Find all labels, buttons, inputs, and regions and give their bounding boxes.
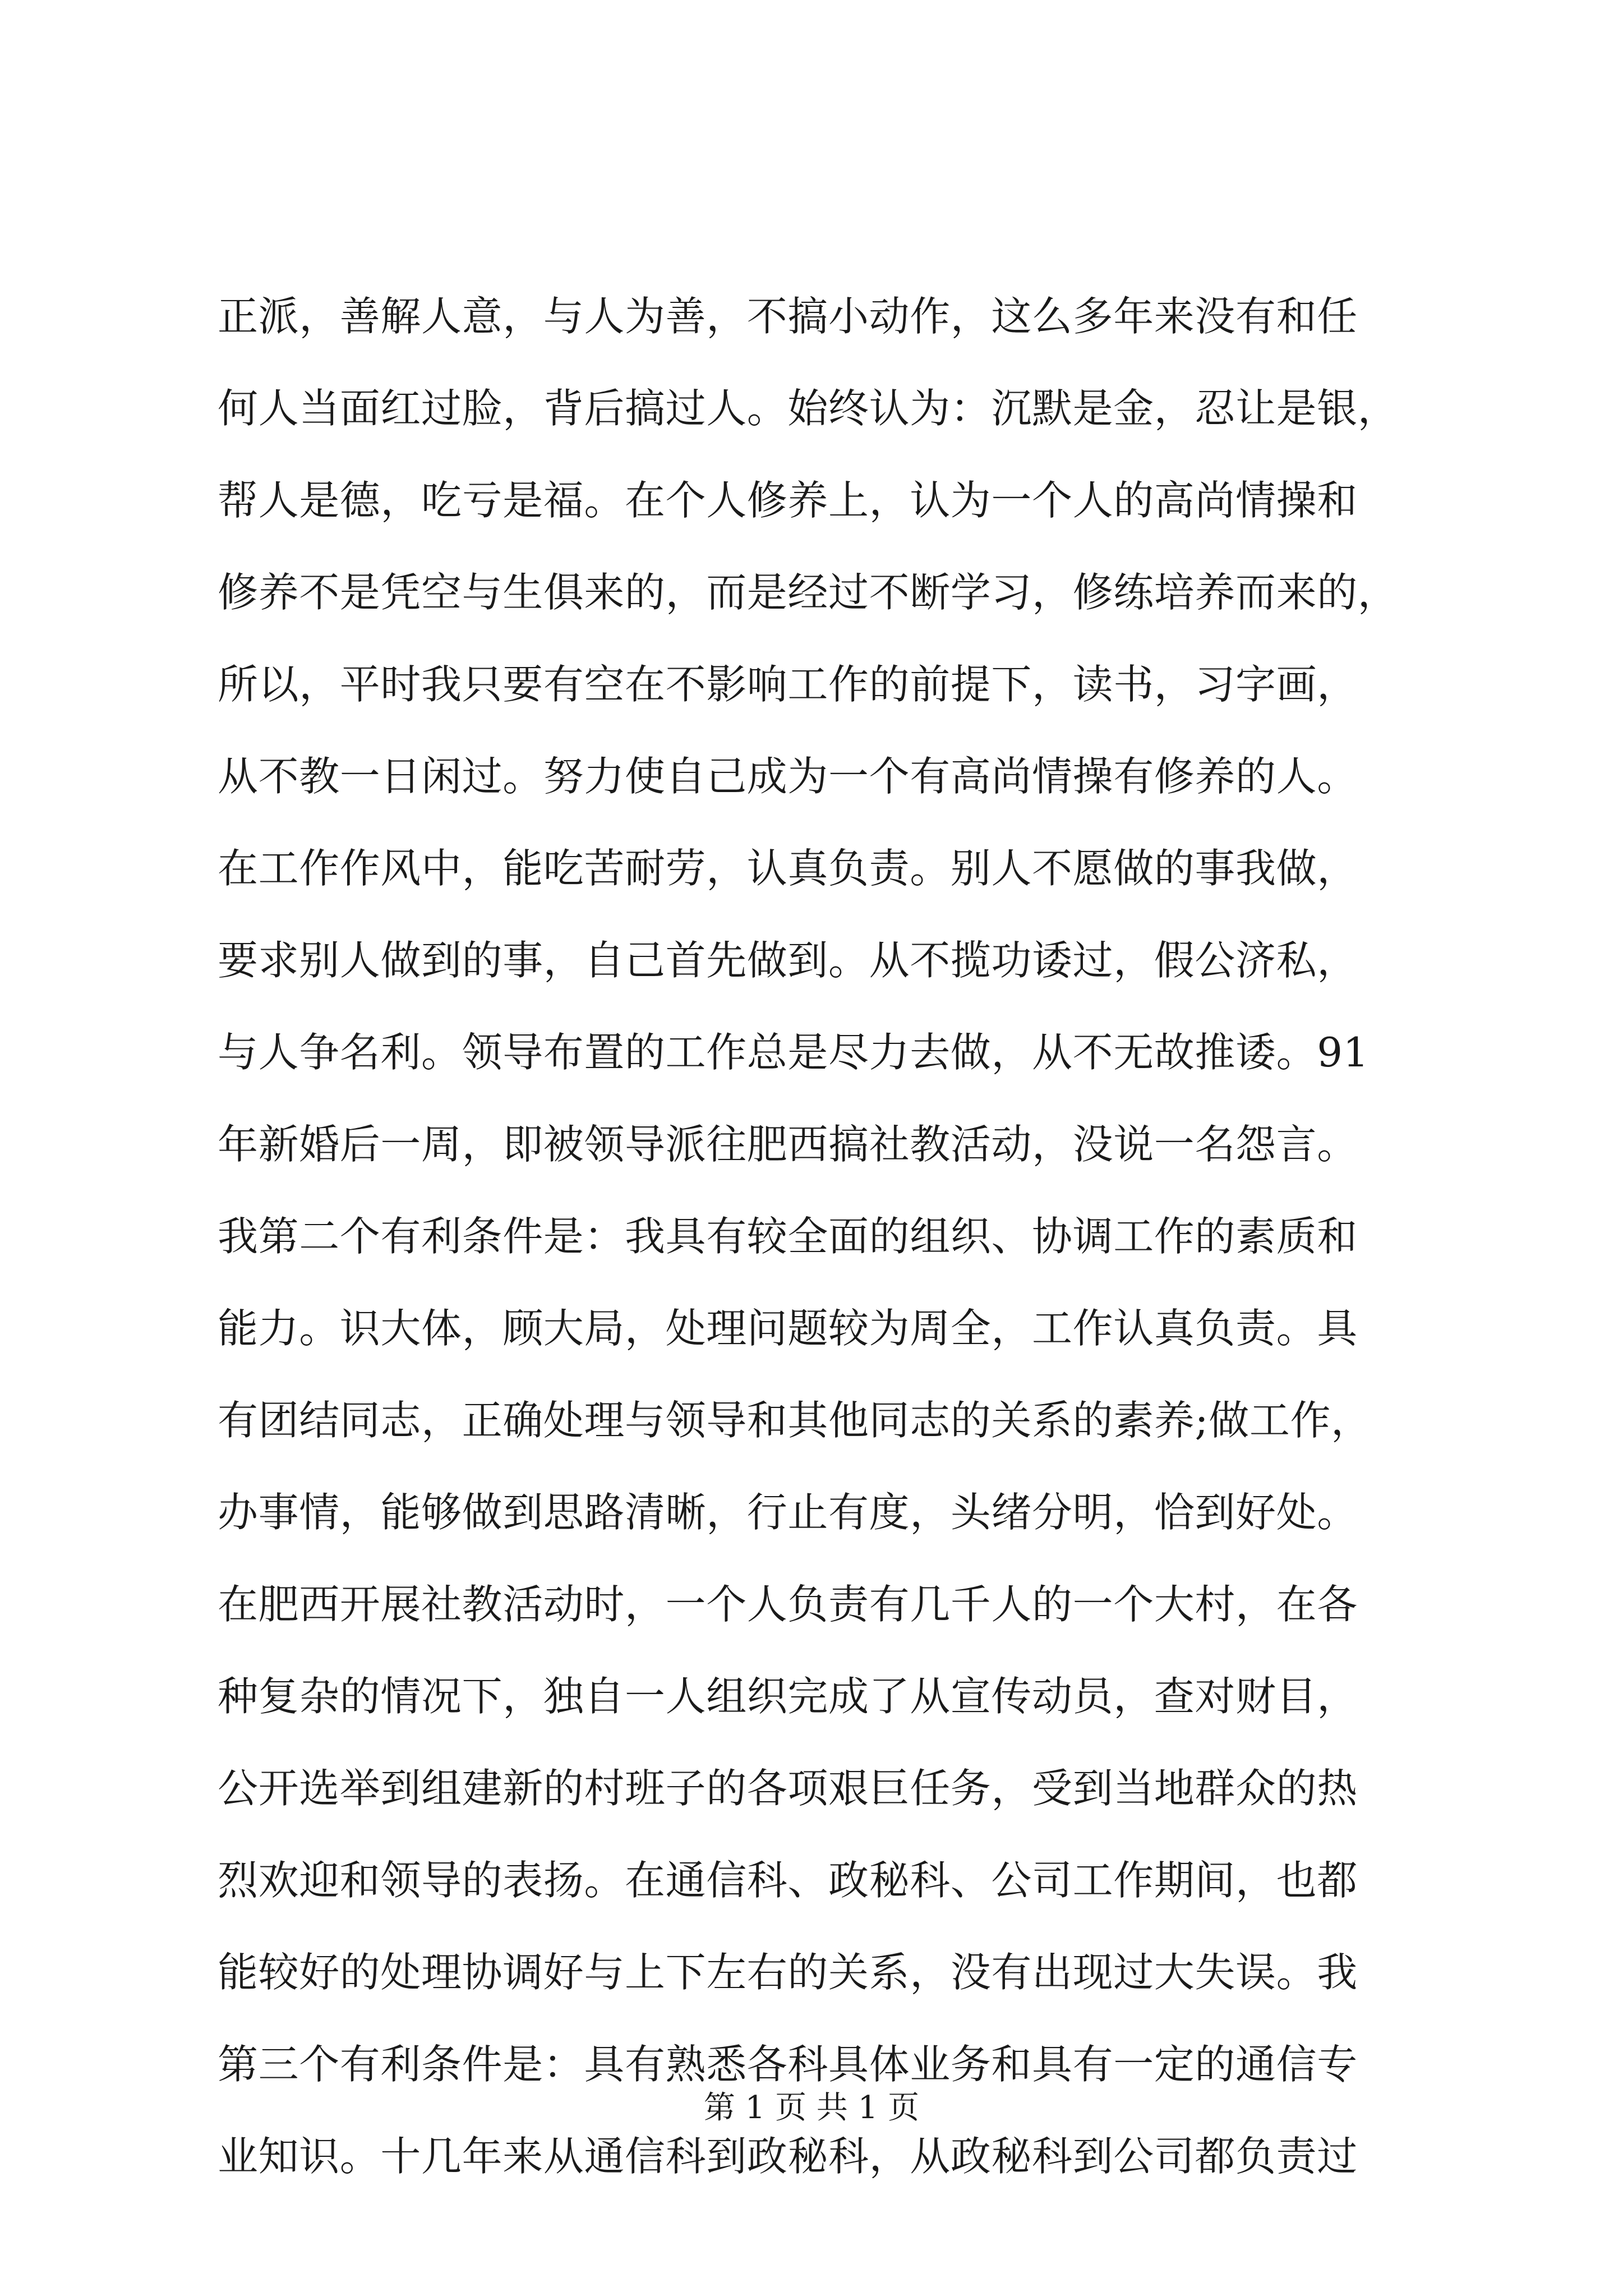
text-line: 正派，善解人意，与人为善，不搞小动作，这么多年来没有和任 bbox=[218, 293, 1358, 340]
text-line: 能较好的处理协调好与上下左右的关系，没有出现过大失误。我 bbox=[218, 1949, 1358, 1996]
text-line: 办事情，能够做到思路清晰，行止有度，头绪分明，恰到好处。 bbox=[218, 1489, 1358, 1536]
text-line: 业知识。十几年来从通信科到政秘科，从政秘科到公司都负责过 bbox=[218, 2133, 1358, 2180]
text-line: 能力。识大体，顾大局，处理问题较为周全，工作认真负责。具 bbox=[218, 1305, 1358, 1352]
text-line: 与人争名利。领导布置的工作总是尽力去做，从不无故推诿。91 bbox=[218, 1029, 1370, 1076]
text-line: 何人当面红过脸，背后搞过人。始终认为：沉默是金，忍让是银， bbox=[218, 385, 1399, 432]
page-footer: 第 1 页 共 1 页 bbox=[703, 2090, 920, 2126]
text-line: 烈欢迎和领导的表扬。在通信科、政秘科、公司工作期间，也都 bbox=[218, 1857, 1358, 1904]
text-line: 在工作作风中，能吃苦耐劳，认真负责。别人不愿做的事我做， bbox=[218, 845, 1358, 892]
text-line: 要求别人做到的事，自己首先做到。从不揽功诿过，假公济私， bbox=[218, 937, 1358, 984]
text-line: 修养不是凭空与生俱来的，而是经过不断学习，修练培养而来的， bbox=[218, 569, 1399, 616]
text-line: 所以，平时我只要有空在不影响工作的前提下，读书，习字画， bbox=[218, 661, 1358, 708]
text-line: 我第二个有利条件是：我具有较全面的组织、协调工作的素质和 bbox=[218, 1213, 1358, 1260]
text-line: 公开选举到组建新的村班子的各项艰巨任务，受到当地群众的热 bbox=[218, 1765, 1358, 1812]
text-line: 帮人是德，吃亏是福。在个人修养上，认为一个人的高尚情操和 bbox=[218, 477, 1358, 524]
text-line: 第三个有利条件是：具有熟悉各科具体业务和具有一定的通信专 bbox=[218, 2041, 1358, 2088]
text-line: 种复杂的情况下，独自一人组织完成了从宣传动员，查对财目， bbox=[218, 1673, 1358, 1720]
text-line: 年新婚后一周，即被领导派往肥西搞社教活动，没说一名怨言。 bbox=[218, 1121, 1358, 1168]
text-line: 有团结同志，正确处理与领导和其他同志的关系的素养;做工作， bbox=[218, 1397, 1372, 1444]
text-line: 在肥西开展社教活动时，一个人负责有几千人的一个大村，在各 bbox=[218, 1581, 1358, 1628]
text-line: 从不教一日闲过。努力使自己成为一个有高尚情操有修养的人。 bbox=[218, 753, 1358, 800]
body-text bbox=[218, 270, 1468, 2202]
